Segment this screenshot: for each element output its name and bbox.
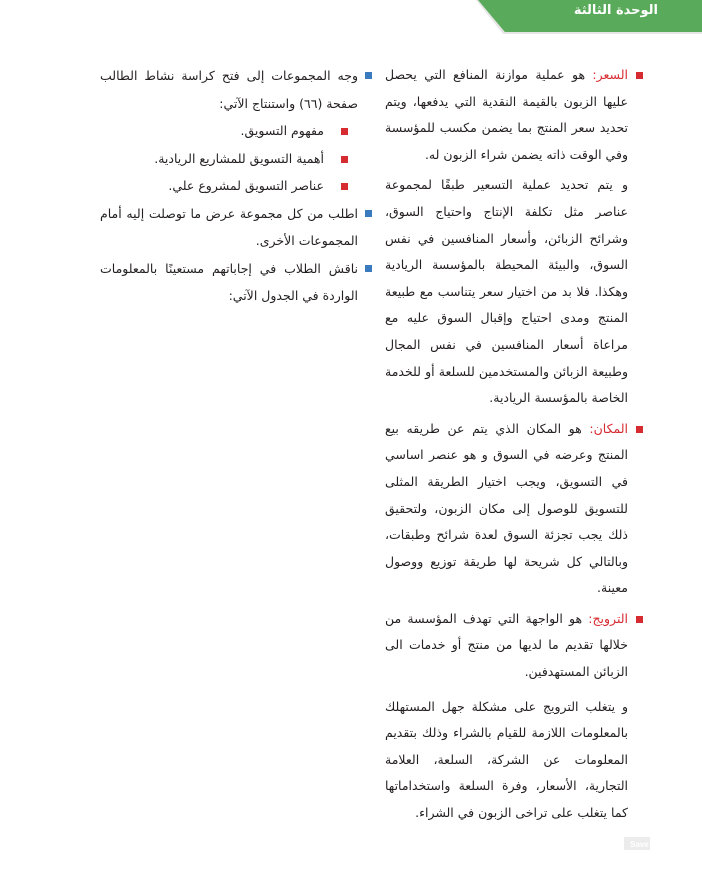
price-item — [385, 62, 628, 168]
sub-item-text: مفهوم التسويق. — [240, 123, 324, 138]
content-column-right — [385, 62, 628, 827]
promotion-paragraph: و يتغلب الترويج على مشكلة جهل المستهلك بالمعلومات اللازمة للقيام بالشراء وذلك بتقديم المعلومات عن الشركة، السلعة، العلامة التجارية، الأسعار، وفرة السلعة واستخداماتها كما يتغلب على تراخى الزبون في الشراء. — [385, 698, 628, 821]
sub-item-text: عناصر التسويق لمشروع علي. — [168, 178, 324, 193]
instruction-text: ناقش الطلاب في إجاباتهم مستعينًا بالمعلومات الواردة في الجدول الآتي: — [100, 260, 358, 303]
unit-title: الوحدة الثالثة — [573, 3, 658, 18]
instruction-item — [100, 200, 358, 255]
price-term: السعر: — [592, 67, 628, 82]
square-bullet-icon — [365, 72, 372, 79]
sub-list-item — [100, 145, 324, 173]
square-bullet-icon — [365, 265, 372, 272]
pricing-paragraph: و يتم تحديد عملية التسعير طبقًا لمجموعة عناصر مثل تكلفة الإنتاج واحتياج السوق، وشرائح الزبائن، وأسعار المنافسين في نفس السوق، والبيئة المحيطة بالمؤسسة الريادية وهكذا. فلا بد من اختيار سعر يتناسب مع طبيعة المنتج ومدى احتياج وإقبال السوق عليه مع مراعاة أسعار المنافسين في نفس المجال وطبيعة الزبائن والمستخدمين للسلعة أو للخدمة الخاصة بالمؤسسة الريادية. — [385, 177, 628, 406]
square-bullet-icon — [636, 426, 643, 433]
square-bullet-icon — [341, 183, 348, 190]
instruction-item — [100, 62, 358, 117]
save-button[interactable]: Save — [624, 837, 650, 850]
place-term: المكان: — [589, 420, 628, 436]
sub-list-item — [100, 172, 324, 200]
square-bullet-icon — [341, 128, 348, 135]
instruction-item — [100, 255, 358, 310]
square-bullet-icon — [636, 616, 643, 623]
content-column-left — [100, 62, 358, 310]
place-definition: هو المكان الذي يتم عن طريقه بيع المنتج وعرضه في السوق و هو عنصر اساسي في التسويق، ويجب اختيار الطريقة المثلى للتسويق للوصول إلى مكان الزبون، ولتحقيق ذلك يجب تجزئة السوق لعدة شرائح وطبقات، وبالتالي كل شريحة لها طريقة توزيع ووصول معينة. — [385, 420, 628, 596]
promotion-definition: هو الواجهة التي تهدف المؤسسة من خلالها تقديم ما لديها من منتج أو خدمات الى الزبائن المستهدفين. — [385, 610, 628, 680]
promotion-term: الترويج: — [588, 610, 628, 626]
sub-list-item — [100, 117, 324, 145]
square-bullet-icon — [365, 210, 372, 217]
price-definition: هو عملية موازنة المنافع التي يحصل عليها الزبون بالقيمة النقدية التي يدفعها، ويتم تحديد سعر المنتج بما يضمن مكسب للمؤسسة وفي الوقت ذاته يضمن شراء الزبون له. — [385, 67, 628, 162]
place-item — [385, 416, 628, 602]
instruction-text: اطلب من كل مجموعة عرض ما توصلت إليه أمام المجموعات الأخرى. — [100, 205, 358, 248]
square-bullet-icon — [341, 156, 348, 163]
promotion-item — [385, 606, 628, 686]
sub-item-text: أهمية التسويق للمشاريع الريادية. — [154, 150, 324, 166]
instruction-text: وجه المجموعات إلى فتح كراسة نشاط الطالب صفحة (٦٦) واستنتاج الآتي: — [100, 68, 358, 111]
square-bullet-icon — [636, 72, 643, 79]
